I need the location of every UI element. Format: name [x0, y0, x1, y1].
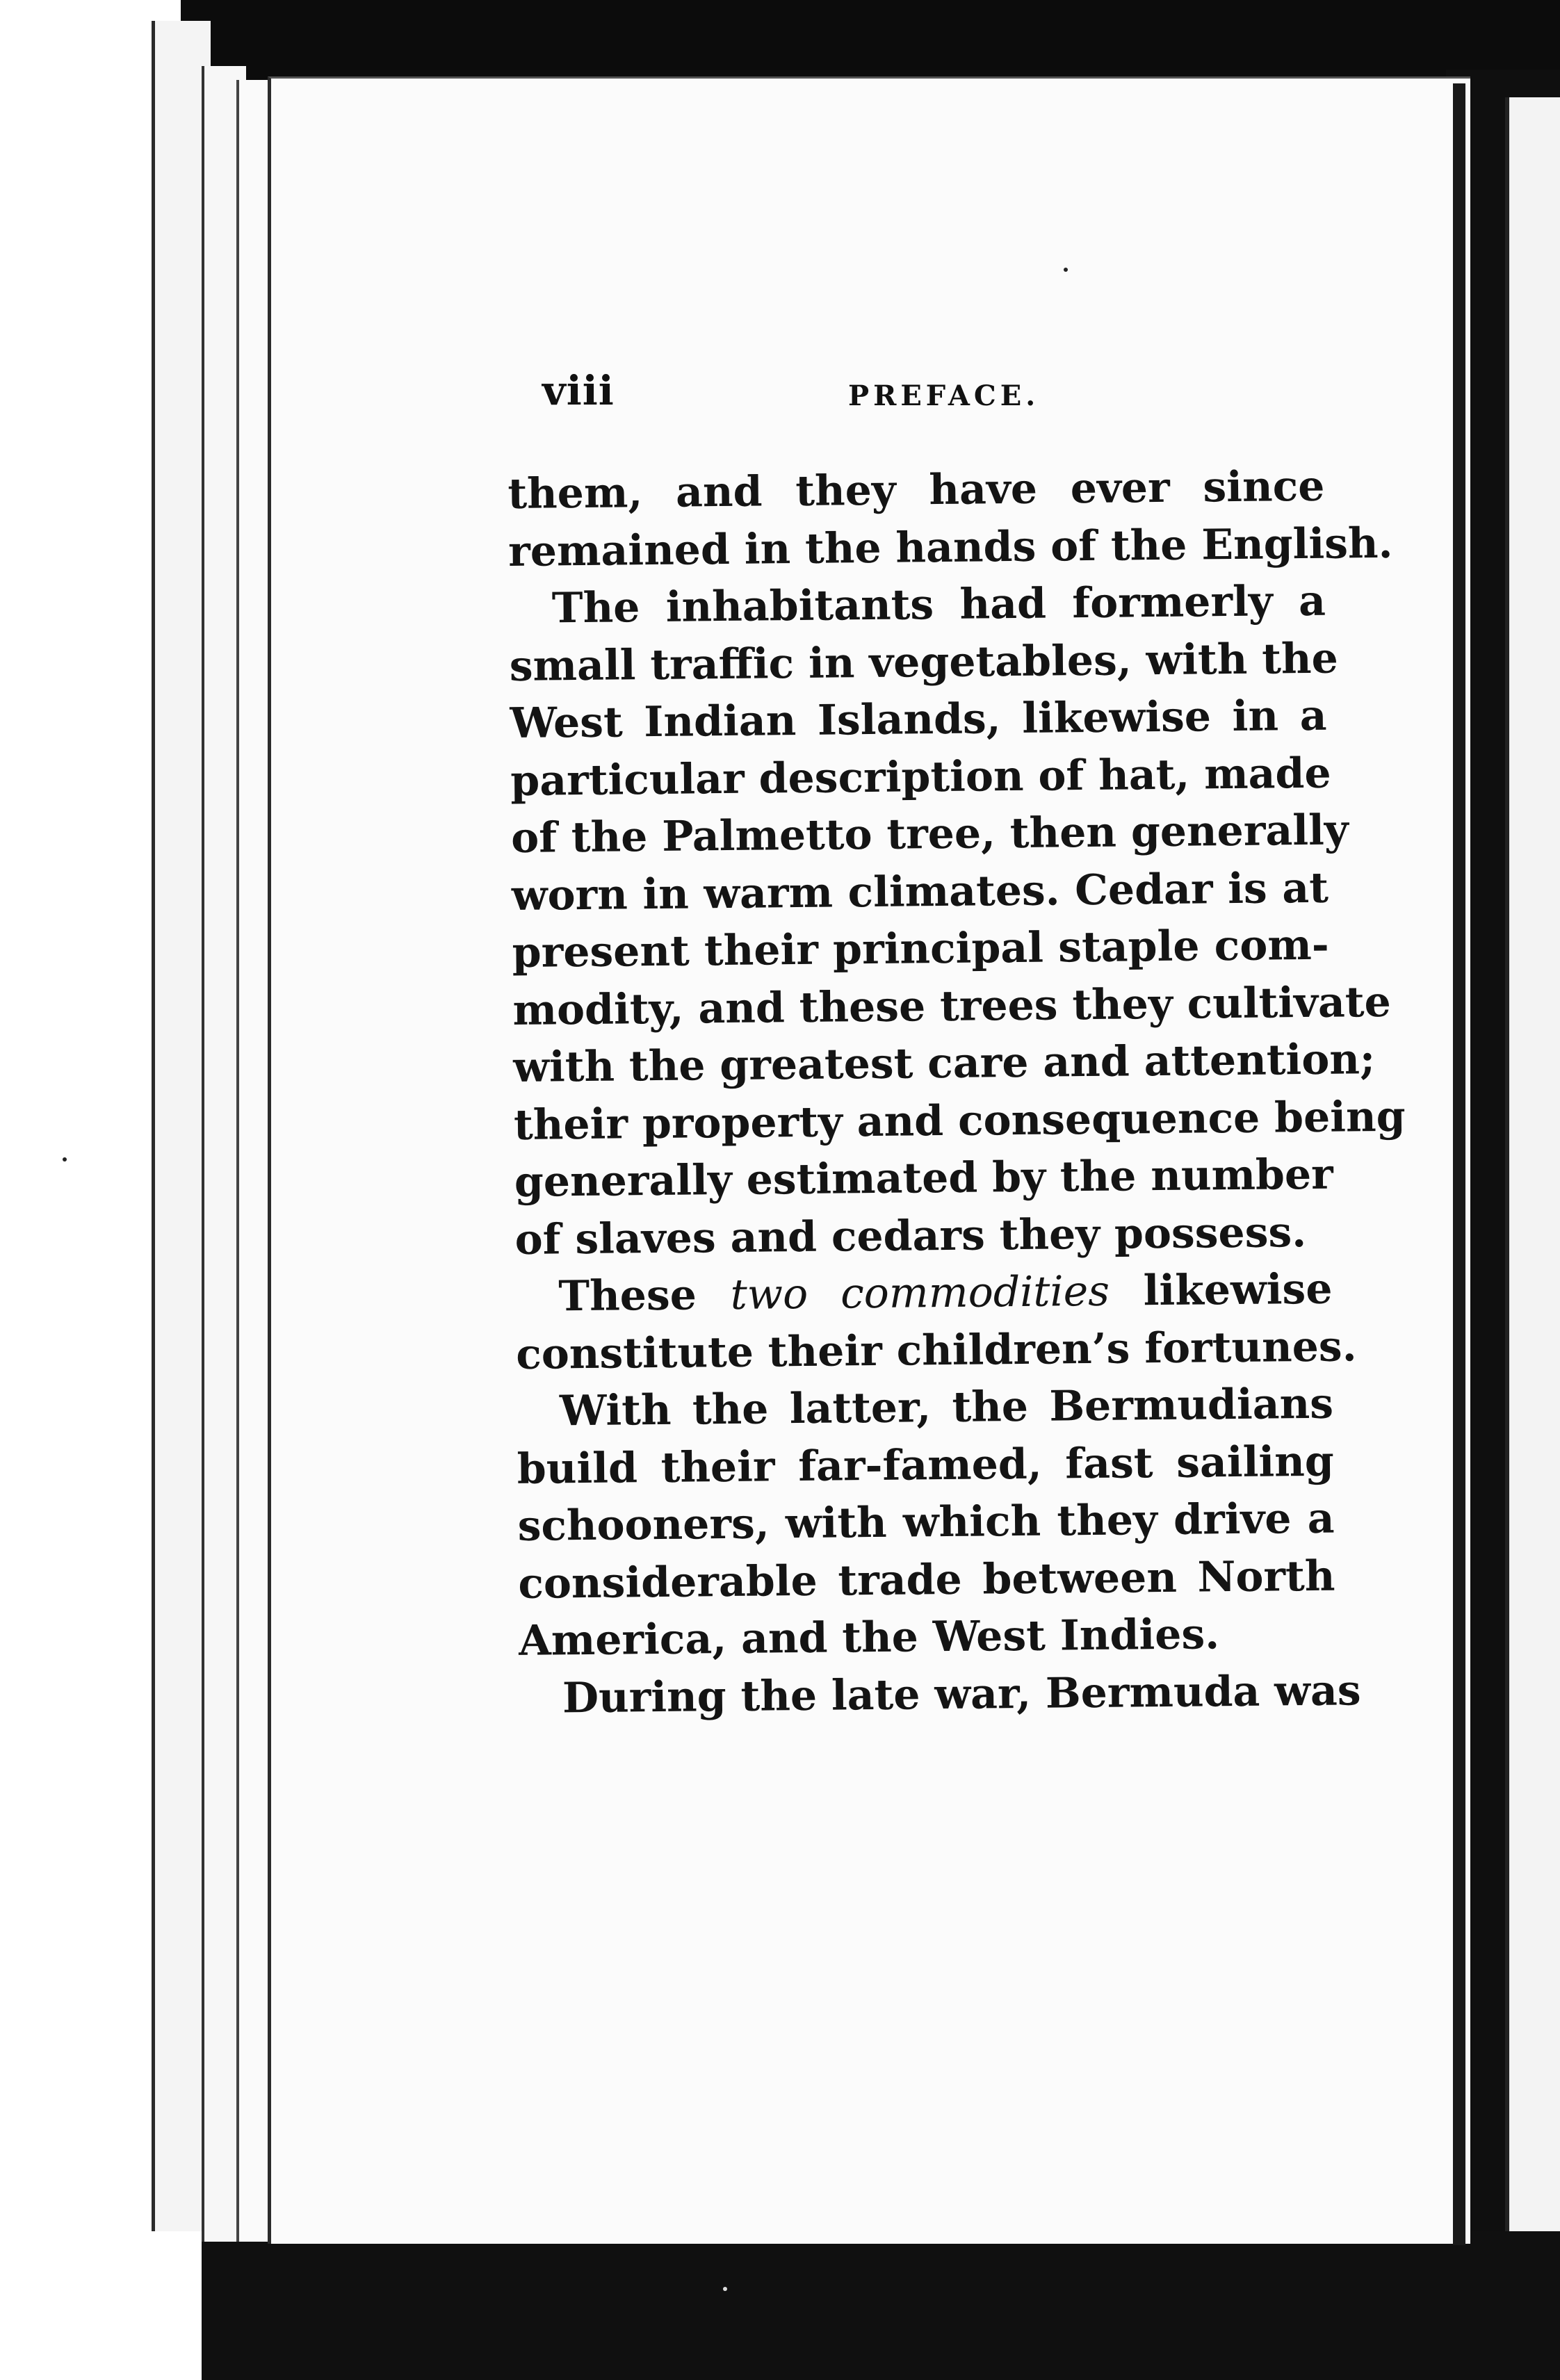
text-line: With the latter, the Bermudians [559, 1379, 1334, 1436]
text-line: schooners, with which they drive a [517, 1494, 1335, 1551]
text-line: present their principal staple com- [512, 920, 1330, 977]
text-line: The inhabitants had formerly a [551, 576, 1326, 633]
text-run: likewise [1109, 1264, 1333, 1316]
text-line: of slaves and cedars they possess. [514, 1207, 1307, 1264]
body-text [507, 458, 1406, 1727]
text-line: modity, and these trees they cultivate [512, 977, 1392, 1035]
text-line: build their far-famed, fast sailing [517, 1437, 1335, 1494]
running-title: PREFACE. [848, 380, 1040, 412]
text-line [515, 1261, 1333, 1326]
text-line: generally estimated by the number [514, 1150, 1334, 1207]
text-line: particular description of hat, made [510, 749, 1331, 806]
scanner-background-bottom [202, 2231, 1560, 2380]
text-line: considerable trade between North [518, 1551, 1335, 1608]
text-line: America, and the West Indies. [518, 1610, 1220, 1665]
text-line: their property and consequence being [513, 1092, 1406, 1150]
text-line: remained in the hands of the English. [507, 519, 1393, 576]
ink-speck [723, 2287, 727, 2291]
ink-speck [63, 1157, 67, 1162]
italic-text-run: two commodities [730, 1266, 1110, 1319]
page-gutter-shadow [1453, 83, 1465, 2245]
text-line: West Indian Islands, likewise in a [510, 691, 1327, 748]
page-number: viii [542, 367, 615, 414]
text-line: with the greatest care and attention; [512, 1035, 1376, 1092]
facing-page-edge [1505, 97, 1560, 2238]
running-head [542, 367, 1321, 416]
text-line: constitute their children’s fortunes. [515, 1321, 1357, 1379]
text-line: them, and they have ever since [507, 462, 1325, 519]
text-line: During the late war, Bermuda was [562, 1665, 1361, 1722]
text-line: worn in warm climates. Cedar is at [511, 863, 1329, 920]
text-line: small traffic in vegetables, with the [509, 634, 1339, 691]
ink-speck [1064, 268, 1068, 272]
text-run: These [558, 1270, 731, 1321]
text-line: of the Palmetto tree, then generally [510, 806, 1349, 863]
